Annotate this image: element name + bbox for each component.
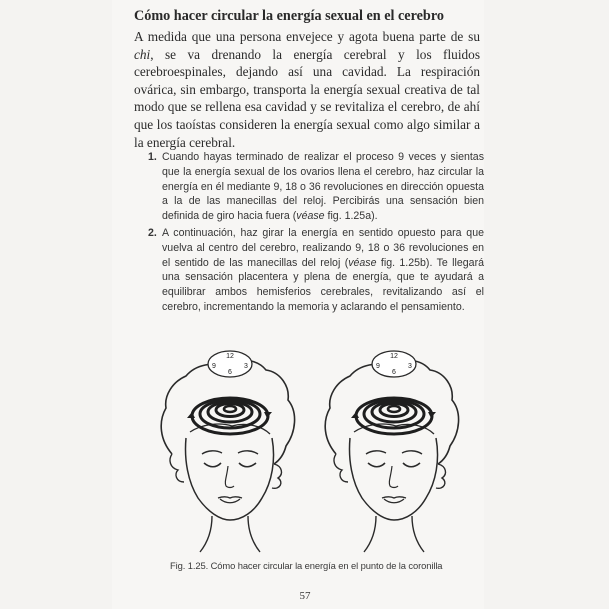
intro-paragraph [134,28,480,151]
step-item [148,150,484,224]
clock-label-right: 3 [244,363,248,370]
intro-chi-term: chi [134,46,151,62]
step-number: 2. [148,226,157,239]
step-body: Cuando hayas terminado de realizar el proceso 9 veces y sientas que la energía sexual de los ovarios llena el cerebro, haz circular la energía en él mediante 9, 18 o 36 revoluciones en dirección opuesta a la de las manecillas del reloj. Percibirás una sensación bien definida de giro hacia fuera ( [162,151,484,223]
step-ref-italic: véase [348,256,377,269]
clock-label-right: 3 [408,363,412,370]
step-text [162,151,484,222]
section-heading: Cómo hacer circular la energía sexual en el cerebro [134,8,444,24]
step-ref-rest: fig. 1.25b). Te llegará una sensación placentera y plena de energía, que te ayudará a equilibrar ambos hemisferios cerebrales, revitalizando así el cerebro, incrementando la memoria y aclarando el pensamiento. [162,256,484,313]
step-body: A continuación, haz girar la energía en sentido opuesto para que vuelva al centro del cerebro, realizando 9, 18 o 36 revoluciones en el sentido de las manecillas del reloj ( [162,226,484,269]
figure-caption: Fig. 1.25. Cómo hacer circular la energía en el punto de la coronilla [170,560,443,571]
clock-label-left: 9 [212,363,216,370]
clock-label-bottom: 6 [228,369,232,376]
page-number: 57 [299,590,311,602]
steps-list [148,150,484,317]
intro-text-part2: , se va drenando la energía cerebral y los fluidos cerebroespinales, dejando así una cavidad. La respiración ovárica, sin embargo, transporta la energía sexual creativa de tal modo que se rellena esa cavidad y se revitaliza el cerebro, de ahí que los taoístas consideren la energía sexual como algo similar a la energía cerebral. [134,46,480,150]
step-item [148,226,484,315]
head-figure-b [325,351,458,552]
step-text [162,227,484,313]
step-number: 1. [148,151,157,163]
clock-label-bottom: 6 [392,369,396,376]
intro-text-part1: A medida que una persona envejece y agota buena parte de su [134,29,480,44]
clock-label-top: 12 [226,353,234,360]
figure-illustration [150,338,466,556]
head-figure-a [161,351,294,552]
clock-label-top: 12 [390,353,398,360]
step-ref-italic: véase [296,210,325,223]
clock-label-left: 9 [376,363,380,370]
step-ref-rest: fig. 1.25a). [324,210,378,223]
